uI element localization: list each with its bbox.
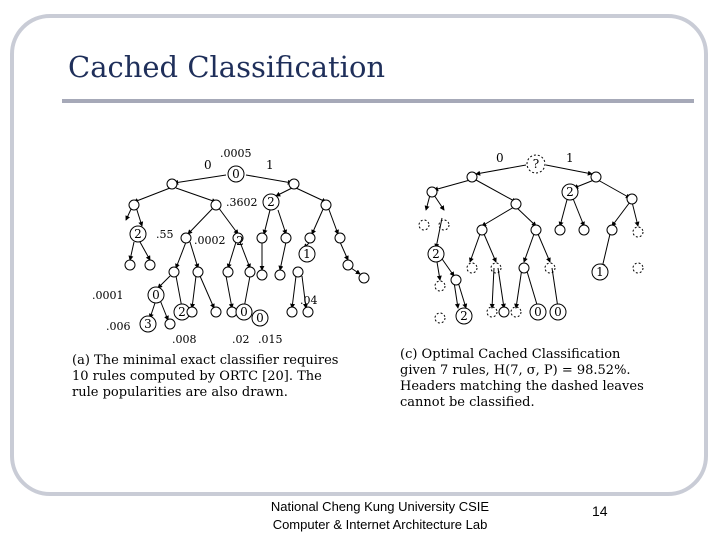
popularity-label: .006 [106,320,131,333]
page-number: 14 [592,503,608,519]
right-caption [400,347,644,410]
popularity-label: .0005 [220,147,252,160]
left-tree-labels [92,147,318,346]
left-caption [72,353,338,400]
popularity-label: .0001 [92,289,124,302]
popularity-label: .02 [232,333,250,346]
node-label: 2 [134,227,142,241]
node-label: 0 [256,311,264,325]
node-label: 2 [432,247,440,261]
node-label: 2 [236,234,244,248]
node-label: 2 [566,185,574,199]
popularity-label: .3602 [226,196,258,209]
branch-right-label: 1 [266,158,274,172]
popularity-label: .008 [172,333,197,346]
branch-left-label: 0 [204,158,212,172]
title-underline [62,99,694,103]
root-label: 0 [232,167,240,181]
svg-text:cannot be classified.: cannot be classified. [400,395,535,410]
svg-text:(c) Optimal Cached Classifi: (c) Optimal Cached Classification [400,347,621,362]
right-tree [426,165,638,308]
node-label: 0 [152,288,160,302]
svg-text:given 7 rules, H(7, σ, P) = 98: given 7 rules, H(7, σ, P) = 98.52%. [400,363,631,378]
node-label: 2 [178,305,186,319]
footer-university: National Cheng Kung University CSIE [270,499,490,514]
node-label: 1 [303,247,311,261]
node-label: 0 [554,305,562,319]
popularity-label: .04 [300,294,318,307]
svg-text:(a) The minimal exact classifi: (a) The minimal exact classifier requires [72,353,339,368]
svg-text:10 rules computed by ORTC [20]: 10 rules computed by ORTC [20]. The [72,369,322,384]
svg-text:Headers matching the dashed le: Headers matching the dashed leaves [400,379,644,394]
popularity-label: .015 [258,333,283,346]
node-label: 3 [144,317,152,331]
classification-figure [64,140,684,430]
node-label: 0 [240,305,248,319]
popularity-label: .0002 [194,234,226,247]
footer-lab: Computer & Internet Architecture Lab [272,517,488,532]
node-label: 2 [267,195,275,209]
branch-left-label: 0 [496,151,504,165]
popularity-label: .55 [156,228,174,241]
node-label: 1 [596,265,604,279]
node-label: 2 [460,309,468,323]
branch-right-label: 1 [566,151,574,165]
root-label: ? [532,157,540,171]
slide-title: Cached Classification [68,50,386,84]
node-label: 0 [534,305,542,319]
footer [244,498,516,534]
svg-text:rule popularities are also dra: rule popularities are also drawn. [72,385,288,400]
